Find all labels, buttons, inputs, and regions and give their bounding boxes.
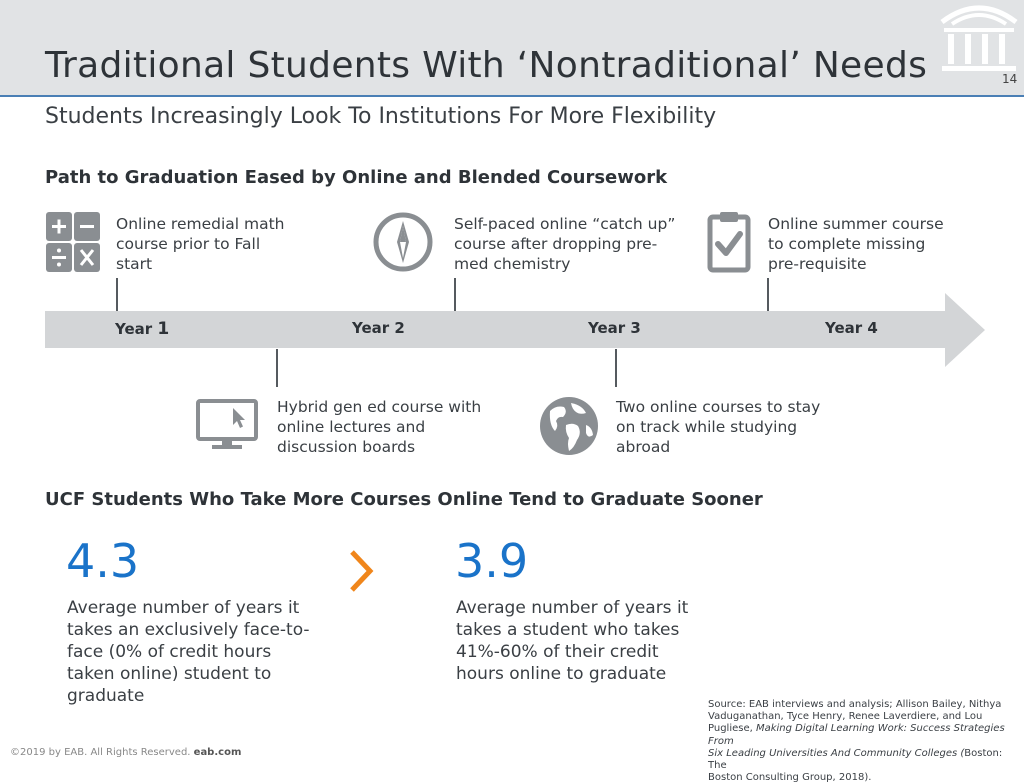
- source-text: Pugliese,: [708, 723, 756, 735]
- milestone-study-abroad: [616, 397, 846, 457]
- milestone-line: start: [116, 255, 153, 273]
- compass-icon: [373, 212, 433, 272]
- stat-line: taken online) student to: [67, 664, 272, 684]
- year-4-label: Year 4: [825, 319, 878, 337]
- eab-building-logo-icon: [938, 0, 1020, 72]
- stat-line: 41%-60% of their credit: [456, 642, 659, 662]
- source-line: [708, 723, 1013, 747]
- milestone-hybrid-gen-ed: [277, 397, 507, 457]
- page-title: Traditional Students With ‘Nontraditional’ Needs: [45, 45, 928, 86]
- milestone-line: discussion boards: [277, 438, 416, 456]
- connector-line: [276, 349, 278, 387]
- source-book-title: Making Digital Learning Work: Success Strategies From: [708, 723, 1005, 747]
- stat-value-face-to-face: 4.3: [66, 534, 140, 588]
- stat-line: hours online to graduate: [456, 664, 667, 684]
- stat-value-online: 3.9: [455, 534, 529, 588]
- stats-heading: UCF Students Who Take More Courses Online Tend to Graduate Sooner: [45, 489, 763, 510]
- calculator-icon: [46, 212, 100, 272]
- milestone-line: med chemistry: [454, 255, 571, 273]
- milestone-line: abroad: [616, 438, 671, 456]
- connector-line: [615, 349, 617, 387]
- source-line: Boston Consulting Group, 2018).: [708, 772, 872, 784]
- milestone-line: to complete missing: [768, 235, 926, 253]
- stat-line: Average number of years it: [67, 598, 300, 618]
- milestone-line: Two online courses to stay: [616, 398, 821, 416]
- year-2-label: Year 2: [352, 319, 405, 337]
- source-text: Boston: The: [708, 747, 1003, 772]
- milestone-summer-course: [768, 214, 968, 274]
- stat-line: takes an exclusively face-to-: [67, 620, 310, 640]
- monitor-cursor-icon: [196, 399, 258, 451]
- year-number: 1: [157, 319, 170, 339]
- milestone-catch-up-course: [454, 214, 694, 274]
- stat-line: face (0% of credit hours: [67, 642, 272, 662]
- milestone-line: online lectures and: [277, 418, 426, 436]
- subtitle: Students Increasingly Look To Institutions For More Flexibility: [45, 104, 717, 129]
- milestone-line: course after dropping pre-: [454, 235, 658, 253]
- stat-desc-face-to-face: [67, 597, 327, 707]
- year-1-label: [115, 319, 169, 339]
- milestone-line: Self-paced online “catch up”: [454, 215, 676, 233]
- source-book-title: Six Leading Universities And Community Colleges (: [708, 747, 965, 759]
- milestone-line: pre-requisite: [768, 255, 867, 273]
- stat-desc-online: [456, 597, 716, 685]
- milestone-line: Online remedial math: [116, 215, 285, 233]
- source-line: Source: EAB interviews and analysis; Allison Bailey, Nithya: [708, 699, 1002, 710]
- globe-icon: [538, 395, 600, 457]
- footer-site-link[interactable]: eab.com: [193, 747, 242, 758]
- footer-copyright: [10, 747, 241, 758]
- milestone-line: Hybrid gen ed course with: [277, 398, 482, 416]
- clipboard-check-icon: [707, 211, 751, 272]
- page-number: 14: [1002, 72, 1018, 86]
- header-rule: [0, 95, 1024, 97]
- copyright-text: ©2019 by EAB. All Rights Reserved.: [10, 747, 194, 758]
- timeline-heading: Path to Graduation Eased by Online and Blended Coursework: [45, 167, 668, 188]
- year-word: Year: [115, 320, 158, 338]
- stat-line: Average number of years it: [456, 598, 689, 618]
- chevron-right-icon: [344, 548, 378, 594]
- source-line: Vaduganathan, Tyce Henry, Renee Laverdiere, and Lou: [708, 711, 983, 723]
- year-3-label: Year 3: [588, 319, 641, 337]
- milestone-line: course prior to Fall: [116, 235, 261, 253]
- milestone-line: Online summer course: [768, 215, 944, 233]
- source-citation: [708, 699, 1013, 784]
- milestone-remedial-math: [116, 214, 316, 274]
- source-line: [708, 748, 1013, 772]
- milestone-line: on track while studying: [616, 418, 798, 436]
- stat-line: graduate: [67, 686, 145, 706]
- stat-line: takes a student who takes: [456, 620, 680, 640]
